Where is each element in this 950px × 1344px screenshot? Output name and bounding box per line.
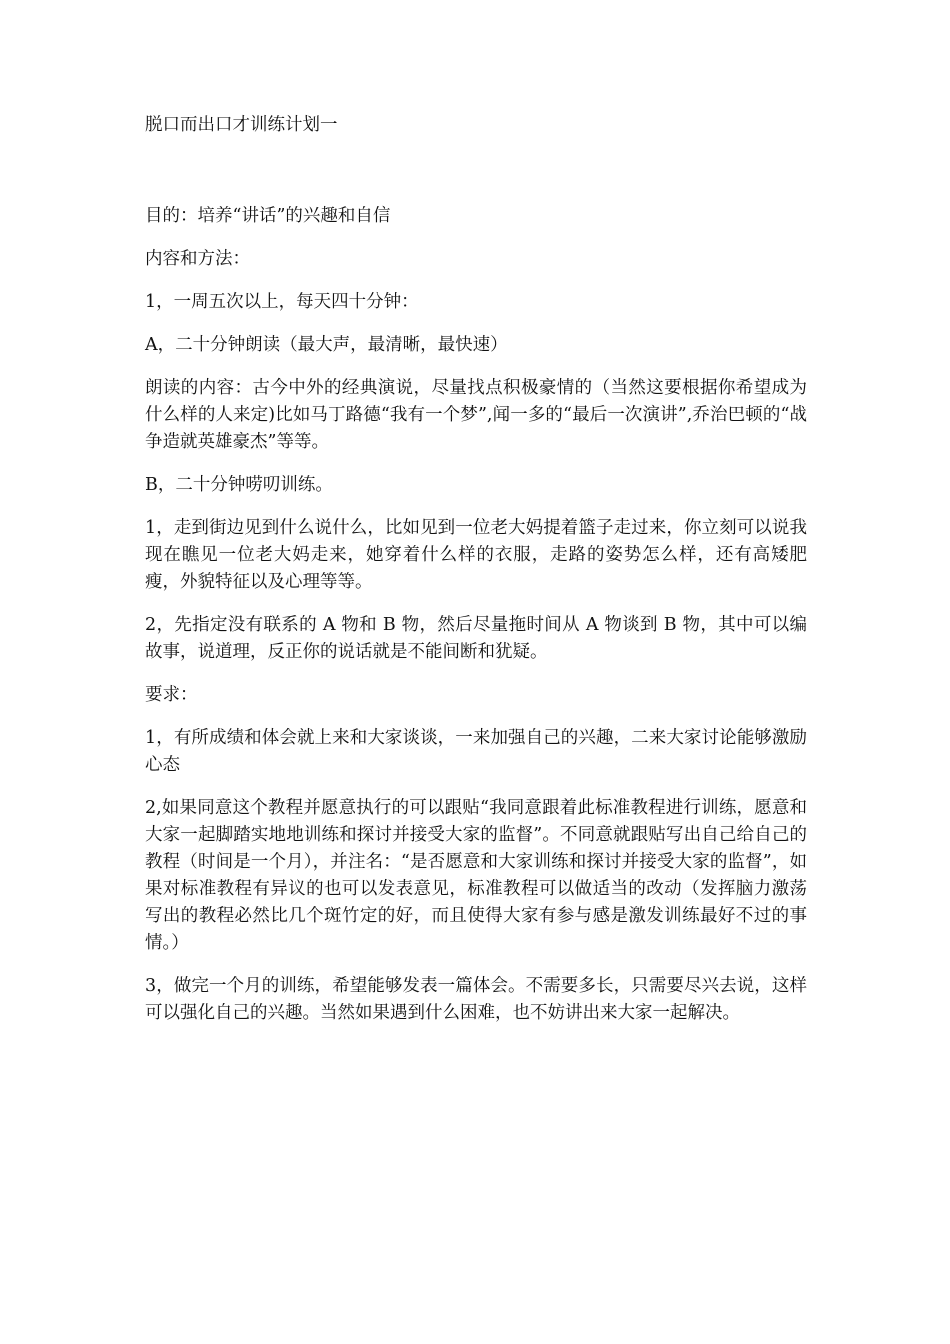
item-a: A，二十分钟朗读（最大声，最清晰，最快速） — [145, 335, 508, 355]
purpose-line: 目的：培养“讲话”的兴趣和自信 — [145, 206, 391, 226]
requirement-2: 2,如果同意这个教程并愿意执行的可以跟贴“我同意跟着此标准教程进行训练，愿意和大家一起脚踏实地地训练和探讨并接受大家的监督”。不同意就跟贴写出自己给自己的教程（时间是一个月），并注名：“是否愿意和大家训练和探讨并接受大家的监督”，如果对标准教程有异议的也可以发表意见，标准教程可以做适当的改动（发挥脑力激荡写出的教程必然比几个斑竹定的好，而且使得大家有参与感是激发训练最好不过的事情。） — [145, 798, 807, 953]
requirement-1: 1，有所成绩和体会就上来和大家谈谈，一来加强自己的兴趣，二来大家讨论能够激励心态 — [145, 728, 807, 775]
reading-content-paragraph: 朗读的内容：古今中外的经典演说，尽量找点积极豪情的（当然这要根据你希望成为什么样的人来定)比如马丁路德“我有一个梦”,闻一多的“最后一次演讲”,乔治巴顿的“战争造就英雄豪杰”等等。 — [145, 378, 807, 452]
requirement-3: 3，做完一个月的训练，希望能够发表一篇体会。不需要多长，只需要尽兴去说，这样可以强化自己的兴趣。当然如果遇到什么困难，也不妨讲出来大家一起解决。 — [145, 976, 807, 1023]
item-b: B，二十分钟唠叨训练。 — [145, 475, 333, 495]
item-b-2: 2，先指定没有联系的 A 物和 B 物，然后尽量拖时间从 A 物谈到 B 物，其中可以编故事，说道理，反正你的说话就是不能间断和犹疑。 — [145, 615, 807, 662]
requirements-heading: 要求： — [145, 685, 198, 705]
document-title: 脱口而出口才训练计划一 — [145, 115, 338, 135]
item-b-1: 1，走到街边见到什么说什么，比如见到一位老大妈提着篮子走过来，你立刻可以说我现在瞧见一位老大妈走来，她穿着什么样的衣服，走路的姿势怎么样，还有高矮肥瘦，外貌特征以及心理等等。 — [145, 518, 807, 592]
document-body — [145, 112, 807, 1043]
item-1: 1，一周五次以上，每天四十分钟： — [145, 292, 419, 312]
content-method-heading: 内容和方法： — [145, 249, 250, 269]
